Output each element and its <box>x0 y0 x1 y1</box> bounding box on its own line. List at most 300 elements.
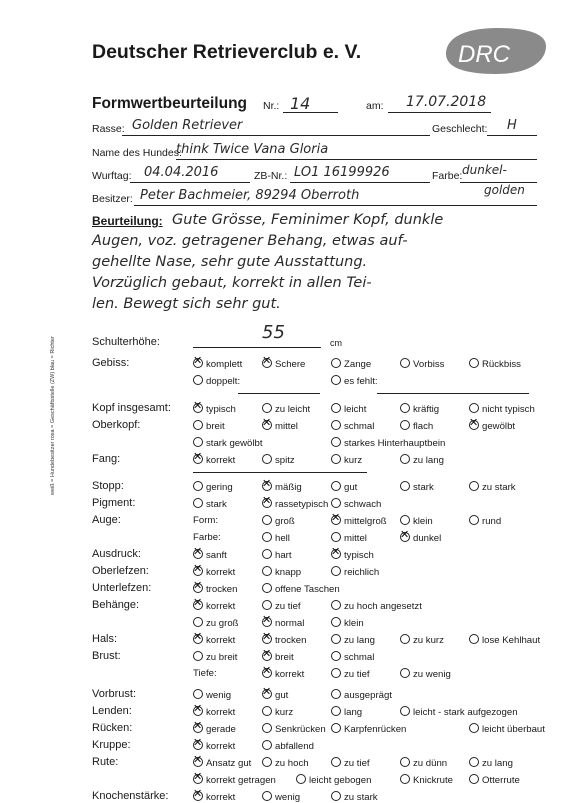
option-label: zu hoch <box>275 758 309 769</box>
option-radio[interactable] <box>400 774 453 786</box>
option-label: zu wenig <box>413 669 451 680</box>
option-label: zu leicht <box>275 404 311 415</box>
criterion-label: Pigment: <box>92 497 136 509</box>
option-radio[interactable] <box>469 420 515 432</box>
am-value: 17.07.2018 <box>406 94 487 110</box>
option-radio[interactable] <box>400 454 444 466</box>
checked-circle-icon <box>262 481 272 491</box>
option-radio[interactable] <box>193 403 236 415</box>
option-label: kräftig <box>413 404 440 415</box>
option-radio[interactable] <box>331 566 379 578</box>
option-label: abfallend <box>275 741 314 752</box>
criterion-label: Oberlefzen: <box>92 565 149 577</box>
option-label: Karpfenrücken <box>344 724 407 735</box>
option-label: stark <box>413 482 434 493</box>
option-label: offene Taschen <box>275 584 340 595</box>
option-label: zu hoch angesetzt <box>344 601 422 612</box>
option-label: zu groß <box>206 618 239 629</box>
empty-circle-icon <box>331 566 341 576</box>
option-radio[interactable] <box>262 481 302 493</box>
option-radio[interactable] <box>331 617 364 629</box>
option-radio[interactable] <box>331 791 378 803</box>
option-radio[interactable] <box>193 437 263 449</box>
option-radio[interactable] <box>331 549 374 561</box>
option-radio[interactable] <box>469 723 545 735</box>
option-label: schmal <box>344 421 375 432</box>
empty-circle-icon <box>469 634 479 644</box>
option-label: sanft <box>206 550 227 561</box>
option-radio[interactable] <box>193 723 236 735</box>
option-radio[interactable] <box>469 358 521 370</box>
empty-circle-icon <box>296 774 306 784</box>
comment-line: gehellte Nase, sehr gute Ausstattung. <box>92 254 368 270</box>
empty-circle-icon <box>262 600 272 610</box>
option-label: mittel <box>275 421 298 432</box>
option-radio[interactable] <box>331 498 381 510</box>
empty-circle-icon <box>331 600 341 610</box>
criterion-label: Rute: <box>92 756 119 768</box>
option-label: doppelt: <box>206 376 241 387</box>
option-radio[interactable] <box>262 454 295 466</box>
comment-continuation <box>92 233 552 323</box>
copy-distribution-note: weiß = Hundebesitzer rosa = Geschäftsstelle (ZW) blau = Richter <box>50 336 56 495</box>
option-label: gewölbt <box>482 421 516 432</box>
option-radio[interactable] <box>193 651 237 663</box>
option-radio[interactable] <box>296 774 371 786</box>
checked-circle-icon <box>262 420 272 430</box>
option-label: gerade <box>206 724 236 735</box>
criterion-label: Ausdruck: <box>92 548 141 560</box>
option-radio[interactable] <box>193 706 235 718</box>
option-label: korrekt <box>206 741 236 752</box>
option-radio[interactable] <box>262 723 326 735</box>
option-label: mittelgroß <box>344 516 387 527</box>
option-label: korrekt <box>206 455 236 466</box>
checked-circle-icon <box>193 566 203 576</box>
criterion-label: Unterlefzen: <box>92 582 152 594</box>
checked-circle-icon <box>262 617 272 627</box>
checked-circle-icon <box>193 740 203 750</box>
option-radio[interactable] <box>331 651 374 663</box>
empty-circle-icon <box>262 583 272 593</box>
option-label: stark gewölbt <box>206 438 263 449</box>
option-label: lose Kehlhaut <box>482 635 541 646</box>
option-label: zu stark <box>344 792 378 803</box>
empty-circle-icon <box>331 437 341 447</box>
option-radio[interactable] <box>331 515 387 527</box>
option-radio[interactable] <box>400 757 447 769</box>
empty-circle-icon <box>331 723 341 733</box>
option-label: hell <box>275 533 290 544</box>
empty-circle-icon <box>400 774 410 784</box>
checked-circle-icon <box>331 549 341 559</box>
option-label: zu lang <box>344 635 375 646</box>
option-radio[interactable] <box>193 791 235 803</box>
empty-circle-icon <box>469 481 479 491</box>
empty-circle-icon <box>331 498 341 508</box>
empty-circle-icon <box>400 634 410 644</box>
empty-circle-icon <box>193 651 203 661</box>
option-radio[interactable] <box>331 532 367 544</box>
option-radio[interactable] <box>262 403 310 415</box>
option-label: zu tief <box>275 601 301 612</box>
empty-circle-icon <box>469 723 479 733</box>
option-label: gering <box>206 482 233 493</box>
empty-circle-icon <box>193 617 203 627</box>
empty-circle-icon <box>262 532 272 542</box>
option-radio[interactable] <box>400 706 518 718</box>
option-radio[interactable] <box>193 566 235 578</box>
empty-circle-icon <box>262 515 272 525</box>
option-radio[interactable] <box>400 481 434 493</box>
criterion-label: Gebiss: <box>92 357 130 369</box>
geschlecht-value: H <box>507 118 517 133</box>
option-label: leicht überbaut <box>482 724 545 735</box>
empty-circle-icon <box>331 651 341 661</box>
option-label: zu tief <box>344 758 370 769</box>
schulterhoehe-value: 55 <box>262 322 285 343</box>
option-radio[interactable] <box>469 481 516 493</box>
empty-circle-icon <box>469 403 479 413</box>
empty-circle-icon <box>400 403 410 413</box>
option-radio[interactable] <box>262 740 314 752</box>
empty-circle-icon <box>262 757 272 767</box>
option-radio[interactable] <box>262 566 301 578</box>
option-radio[interactable] <box>400 420 433 432</box>
option-radio[interactable] <box>331 358 371 370</box>
checked-circle-icon <box>331 515 341 525</box>
option-label: Vorbiss <box>413 359 445 370</box>
drc-logo <box>438 24 550 78</box>
option-radio[interactable] <box>262 532 290 544</box>
farbe-label: Farbe: <box>432 170 463 182</box>
beurteilung-label: Beurteilung: <box>92 214 163 228</box>
option-radio[interactable] <box>193 617 239 629</box>
option-label: klein <box>344 618 364 629</box>
criterion-label: Fang: <box>92 453 121 465</box>
empty-circle-icon <box>193 375 203 385</box>
option-radio[interactable] <box>193 549 227 561</box>
option-radio[interactable] <box>193 774 276 786</box>
option-radio[interactable] <box>193 740 235 752</box>
empty-circle-icon <box>400 668 410 678</box>
option-radio[interactable] <box>193 420 225 432</box>
empty-circle-icon <box>400 481 410 491</box>
checked-circle-icon <box>400 532 410 542</box>
option-radio[interactable] <box>331 454 362 466</box>
option-radio[interactable] <box>331 437 445 449</box>
option-radio[interactable] <box>262 634 306 646</box>
empty-circle-icon <box>469 757 479 767</box>
empty-circle-icon <box>331 375 341 385</box>
option-label: zu tief <box>344 669 370 680</box>
option-label: korrekt <box>206 635 236 646</box>
empty-circle-icon <box>331 689 341 699</box>
option-radio[interactable] <box>400 358 444 370</box>
option-label: Knickrute <box>413 775 453 786</box>
name-label: Name des Hundes: <box>92 147 182 159</box>
empty-circle-icon <box>262 566 272 576</box>
option-label: trocken <box>206 584 238 595</box>
empty-circle-icon <box>331 668 341 678</box>
empty-circle-icon <box>262 706 272 716</box>
option-radio[interactable] <box>193 600 235 612</box>
empty-circle-icon <box>331 481 341 491</box>
empty-circle-icon <box>193 437 203 447</box>
option-label: zu breit <box>206 652 238 663</box>
empty-circle-icon <box>400 706 410 716</box>
option-radio[interactable] <box>193 689 231 701</box>
checked-circle-icon <box>193 454 203 464</box>
empty-circle-icon <box>331 532 341 542</box>
option-radio[interactable] <box>400 403 439 415</box>
option-label: leicht <box>344 404 367 415</box>
name-value: think Twice Vana Gloria <box>176 142 329 157</box>
comment-line: Vorzüglich gebaut, korrekt in allen Tei- <box>92 275 372 291</box>
wurftag-value: 04.04.2016 <box>144 165 219 180</box>
option-radio[interactable] <box>262 706 293 718</box>
zbnr-label: ZB-Nr.: <box>254 170 288 182</box>
option-label: reichlich <box>344 567 380 578</box>
checked-circle-icon <box>193 549 203 559</box>
option-radio[interactable] <box>193 634 235 646</box>
comment-line: Augen, voz. getragener Behang, etwas auf- <box>92 233 408 249</box>
nr-value: 14 <box>290 94 311 113</box>
criterion-label: Knochenstärke: <box>92 790 169 802</box>
option-radio[interactable] <box>331 757 370 769</box>
option-radio[interactable] <box>331 634 375 646</box>
empty-circle-icon <box>469 515 479 525</box>
criterion-label: Hals: <box>92 633 118 645</box>
option-radio[interactable] <box>193 498 227 510</box>
option-radio[interactable] <box>193 481 233 493</box>
empty-circle-icon <box>331 403 341 413</box>
option-label: mittel <box>344 533 367 544</box>
option-label: zu dünn <box>413 758 448 769</box>
option-radio[interactable] <box>193 454 235 466</box>
option-label: gut <box>344 482 358 493</box>
besitzer-label: Besitzer: <box>92 193 133 205</box>
option-radio[interactable] <box>262 515 295 527</box>
club-title: Deutscher Retrieverclub e. V. <box>92 41 362 63</box>
besitzer-value: Peter Bachmeier, 89294 Oberroth <box>140 188 360 203</box>
criterion-label: Oberkopf: <box>92 419 141 431</box>
criterion-label: Kopf insgesamt: <box>92 402 171 414</box>
empty-circle-icon <box>400 358 410 368</box>
empty-circle-icon <box>469 358 479 368</box>
criterion-label: Stopp: <box>92 480 124 492</box>
criterion-label: Vorbrust: <box>92 688 137 700</box>
option-label: schwach <box>344 499 382 510</box>
option-label: typisch <box>344 550 374 561</box>
checked-circle-icon <box>193 723 203 733</box>
empty-circle-icon <box>262 403 272 413</box>
option-label: wenig <box>206 690 232 701</box>
checked-circle-icon <box>262 668 272 678</box>
option-label: es fehlt: <box>344 376 378 387</box>
option-radio[interactable] <box>262 420 298 432</box>
option-label: Otterrute <box>482 775 520 786</box>
option-radio[interactable] <box>400 668 451 680</box>
option-label: knapp <box>275 567 302 578</box>
criterion-label: Lenden: <box>92 705 132 717</box>
option-radio[interactable] <box>331 723 406 735</box>
option-label: ausgeprägt <box>344 690 393 701</box>
checked-circle-icon <box>193 403 203 413</box>
checked-circle-icon <box>193 358 203 368</box>
option-radio[interactable] <box>193 375 240 387</box>
empty-circle-icon <box>262 549 272 559</box>
option-radio[interactable] <box>262 583 340 595</box>
checked-circle-icon <box>469 420 479 430</box>
checked-circle-icon <box>262 689 272 699</box>
option-label: korrekt <box>206 601 236 612</box>
form-title: Formwertbeurteilung <box>92 95 248 112</box>
wurftag-label: Wurftag: <box>92 170 132 182</box>
option-radio[interactable] <box>262 358 305 370</box>
empty-circle-icon <box>331 634 341 644</box>
option-radio[interactable] <box>262 757 309 769</box>
option-label: gut <box>275 690 289 701</box>
empty-circle-icon <box>469 774 479 784</box>
option-label: rassetypisch <box>275 499 329 510</box>
empty-circle-icon <box>331 617 341 627</box>
criterion-label: Brust: <box>92 650 121 662</box>
option-radio[interactable] <box>262 600 301 612</box>
option-radio[interactable] <box>331 481 357 493</box>
comment-line: Gute Grösse, Feminimer Kopf, dunkle <box>172 212 444 228</box>
logo-text: DRC <box>458 41 510 68</box>
checked-circle-icon <box>262 634 272 644</box>
cm-label: cm <box>330 338 342 348</box>
empty-circle-icon <box>331 454 341 464</box>
empty-circle-icon <box>193 689 203 699</box>
option-label: stark <box>206 499 227 510</box>
criterion-label: Kruppe: <box>92 739 131 751</box>
criterion-label: Behänge: <box>92 599 140 611</box>
option-label: Zange <box>344 359 372 370</box>
option-radio[interactable] <box>400 515 433 527</box>
option-label: leicht gebogen <box>309 775 372 786</box>
checked-circle-icon <box>193 706 203 716</box>
criterion-sublabel: Form: <box>193 515 219 526</box>
option-radio[interactable] <box>331 689 392 701</box>
option-label: korrekt <box>206 567 236 578</box>
nr-label: Nr.: <box>263 100 280 112</box>
option-radio[interactable] <box>262 617 304 629</box>
option-label: Schere <box>275 359 306 370</box>
option-radio[interactable] <box>262 791 300 803</box>
option-radio[interactable] <box>262 689 288 701</box>
empty-circle-icon <box>331 420 341 430</box>
empty-circle-icon <box>400 757 410 767</box>
checked-circle-icon <box>262 651 272 661</box>
empty-circle-icon <box>400 454 410 464</box>
option-radio[interactable] <box>400 634 444 646</box>
empty-circle-icon <box>331 757 341 767</box>
am-label: am: <box>366 100 384 112</box>
option-label: komplett <box>206 359 243 370</box>
checked-circle-icon <box>193 600 203 610</box>
option-radio[interactable] <box>331 600 422 612</box>
option-label: korrekt <box>275 669 305 680</box>
option-label: Ansatz gut <box>206 758 252 769</box>
option-label: korrekt <box>206 792 236 803</box>
option-radio[interactable] <box>469 757 513 769</box>
option-radio[interactable] <box>400 532 441 544</box>
geschlecht-label: Geschlecht: <box>432 123 488 135</box>
option-radio[interactable] <box>193 757 251 769</box>
option-label: breit <box>275 652 294 663</box>
option-radio[interactable] <box>469 403 535 415</box>
option-radio[interactable] <box>262 549 292 561</box>
option-radio[interactable] <box>193 358 242 370</box>
schulterhoehe-label: Schulterhöhe: <box>92 336 160 348</box>
option-label: zu kurz <box>413 635 444 646</box>
option-radio[interactable] <box>331 668 370 680</box>
empty-circle-icon <box>262 723 272 733</box>
option-label: zu stark <box>482 482 516 493</box>
option-label: zu lang <box>413 455 444 466</box>
option-label: Senkrücken <box>275 724 326 735</box>
checked-circle-icon <box>262 358 272 368</box>
option-label: starkes Hinterhauptbein <box>344 438 446 449</box>
checked-circle-icon <box>193 757 203 767</box>
option-label: lang <box>344 707 363 718</box>
option-radio[interactable] <box>469 774 520 786</box>
rasse-label: Rasse: <box>92 123 125 135</box>
option-label: rund <box>482 516 502 527</box>
option-label: zu lang <box>482 758 513 769</box>
option-label: kurz <box>275 707 294 718</box>
option-radio[interactable] <box>331 375 378 387</box>
option-label: mäßig <box>275 482 302 493</box>
option-label: korrekt <box>206 707 236 718</box>
empty-circle-icon <box>262 454 272 464</box>
option-radio[interactable] <box>331 420 374 432</box>
checked-circle-icon <box>262 498 272 508</box>
option-label: leicht - stark aufgezogen <box>413 707 518 718</box>
option-radio[interactable] <box>262 498 328 510</box>
empty-circle-icon <box>400 515 410 525</box>
option-radio[interactable] <box>331 403 366 415</box>
comment-line: len. Bewegt sich sehr gut. <box>92 296 281 312</box>
option-radio[interactable] <box>469 515 501 527</box>
rasse-value: Golden Retriever <box>132 118 243 133</box>
option-radio[interactable] <box>193 583 237 595</box>
option-radio[interactable] <box>469 634 540 646</box>
empty-circle-icon <box>262 740 272 750</box>
option-label: korrekt getragen <box>206 775 276 786</box>
option-radio[interactable] <box>331 706 362 718</box>
empty-circle-icon <box>193 498 203 508</box>
option-label: Rückbiss <box>482 359 521 370</box>
option-radio[interactable] <box>262 668 304 680</box>
empty-circle-icon <box>331 706 341 716</box>
option-label: flach <box>413 421 434 432</box>
option-label: trocken <box>275 635 307 646</box>
checked-circle-icon <box>193 774 203 784</box>
option-label: wenig <box>275 792 301 803</box>
option-label: kurz <box>344 455 363 466</box>
checked-circle-icon <box>193 583 203 593</box>
option-label: klein <box>413 516 433 527</box>
option-label: spitz <box>275 455 295 466</box>
empty-circle-icon <box>331 358 341 368</box>
option-radio[interactable] <box>262 651 294 663</box>
criterion-sublabel: Tiefe: <box>193 668 217 679</box>
option-label: hart <box>275 550 292 561</box>
